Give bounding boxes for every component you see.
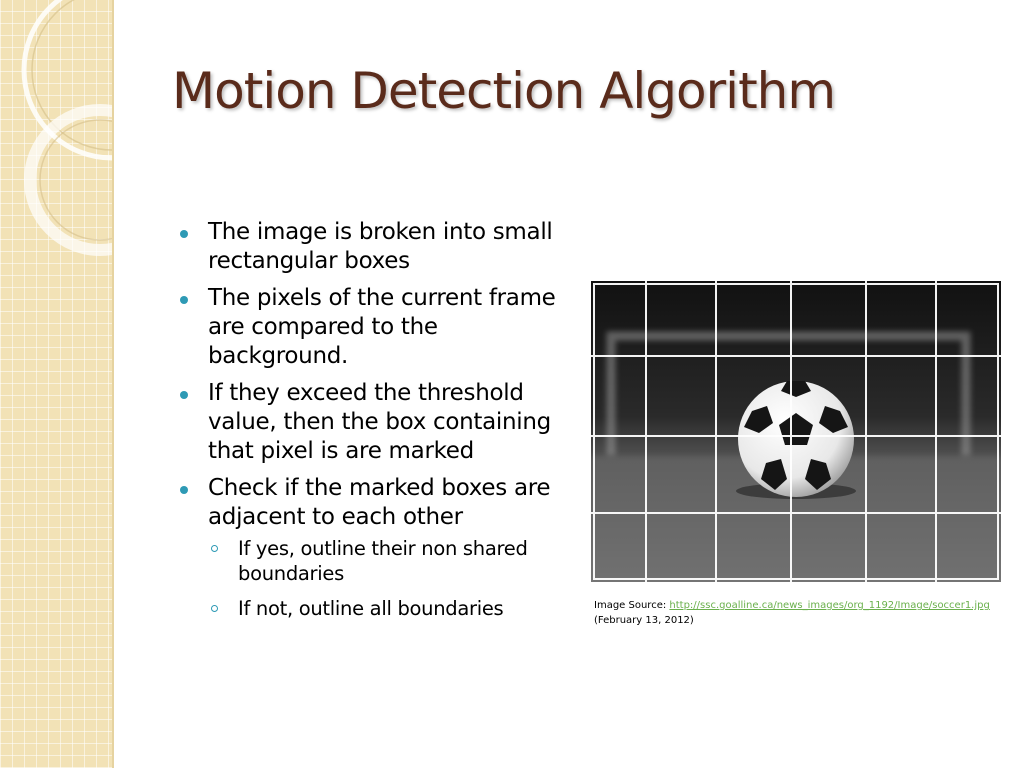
decorative-side-band bbox=[0, 0, 114, 768]
bullet-item: The pixels of the current frame are compared to the background. bbox=[178, 284, 570, 371]
bullet-item-text: Check if the marked boxes are adjacent to each other bbox=[208, 475, 551, 530]
sub-bullet-item: If yes, outline their non shared boundaries bbox=[208, 536, 570, 586]
caption-prefix: Image Source: bbox=[594, 600, 670, 611]
image-source-link[interactable]: http://ssc.goalline.ca/news_images/org_1192/Image/soccer1.jpg bbox=[669, 600, 990, 611]
bullet-item: If they exceed the threshold value, then the box containing that pixel is are marked bbox=[178, 379, 570, 466]
decorative-rings bbox=[0, 0, 112, 768]
slide-title: Motion Detection Algorithm bbox=[172, 62, 836, 120]
soccer-ball-photo bbox=[591, 281, 1001, 582]
bullet-list bbox=[178, 218, 570, 631]
soccer-ball-image bbox=[591, 281, 1001, 582]
bullet-item bbox=[178, 474, 570, 621]
sub-bullet-item: If not, outline all boundaries bbox=[208, 596, 570, 621]
bullet-item: The image is broken into small rectangular boxes bbox=[178, 218, 570, 276]
image-caption bbox=[594, 598, 1014, 628]
caption-date: (February 13, 2012) bbox=[594, 615, 694, 626]
sub-bullet-list bbox=[208, 536, 570, 621]
